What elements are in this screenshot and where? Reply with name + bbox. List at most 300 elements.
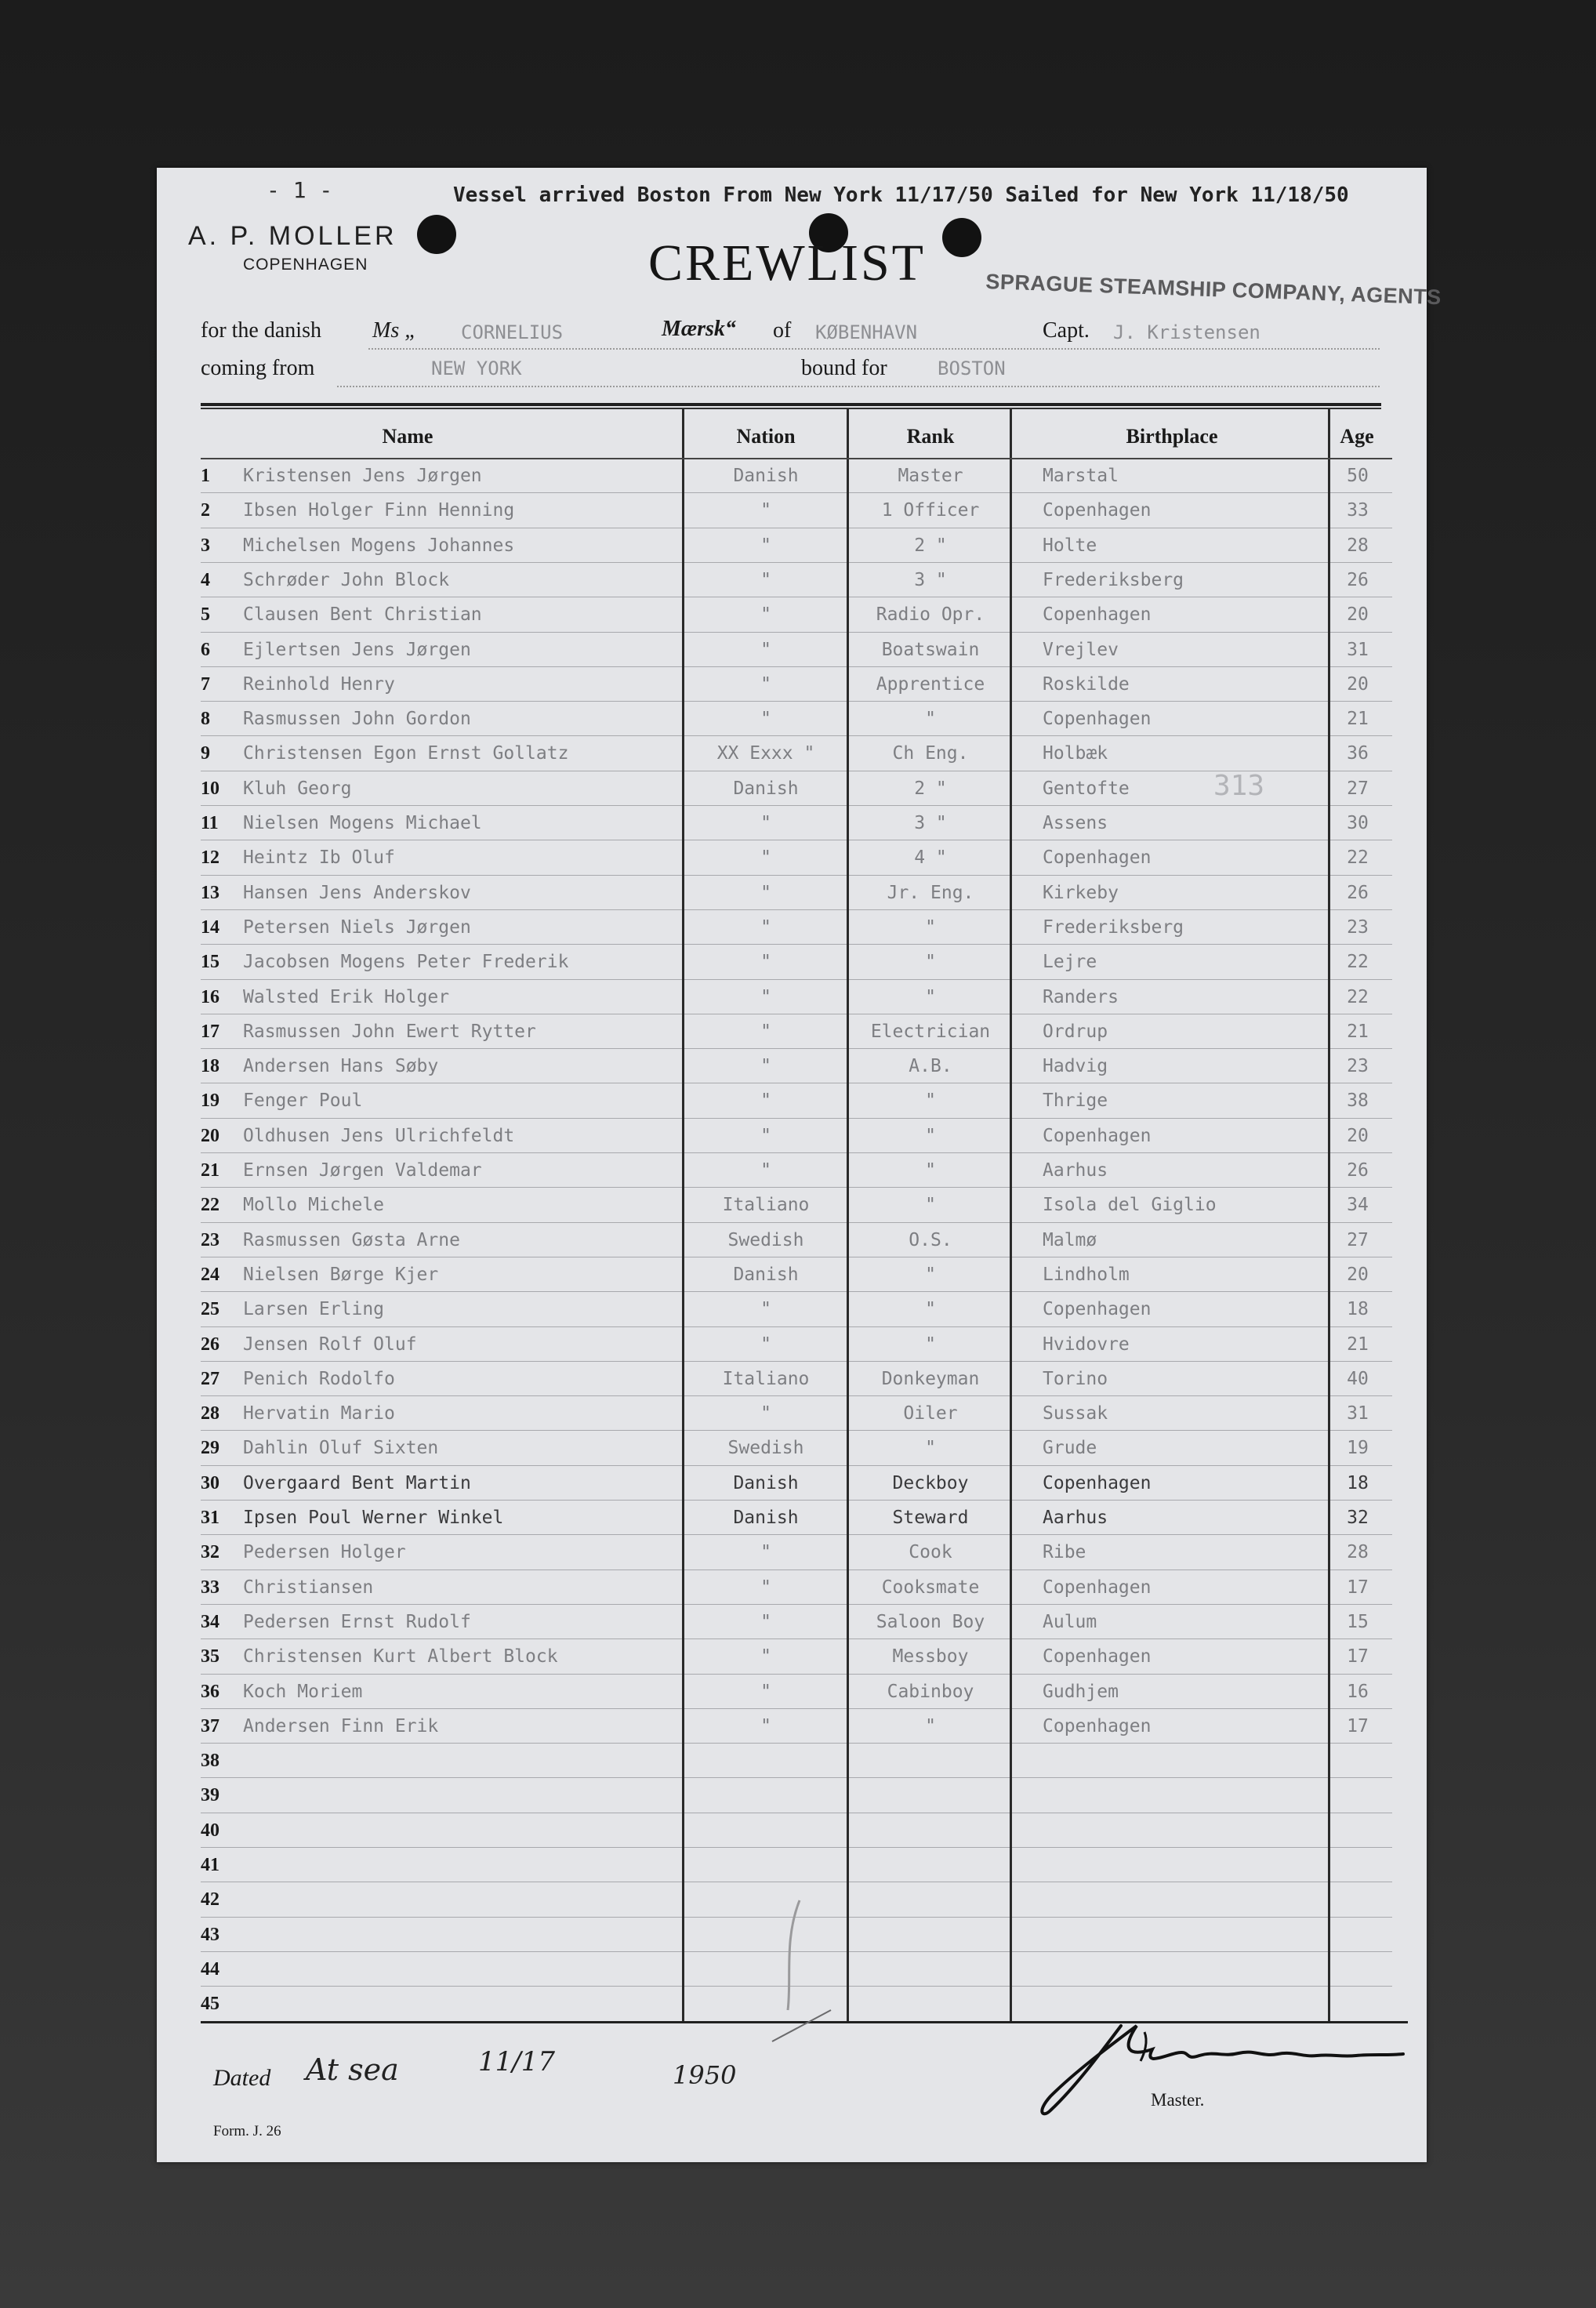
row-number: 45 [201, 1994, 219, 2015]
crew-birthplace: Copenhagen [1043, 500, 1152, 521]
crew-birthplace: Holte [1043, 535, 1097, 556]
crew-nation: Danish [733, 466, 799, 486]
crew-birthplace: Copenhagen [1043, 709, 1152, 730]
crew-birthplace: Copenhagen [1043, 1472, 1152, 1493]
crew-birthplace: Roskilde [1043, 673, 1130, 695]
crew-name: Pedersen Ernst Rudolf [243, 1611, 471, 1632]
dated-year: 1950 [673, 2060, 737, 2090]
crew-age: 32 [1347, 1508, 1369, 1528]
crew-age: 38 [1347, 1090, 1369, 1112]
crew-name: Christensen Kurt Albert Block [243, 1646, 558, 1667]
row-number: 34 [201, 1611, 219, 1632]
fill-line [368, 348, 1380, 350]
crew-age: 18 [1347, 1299, 1369, 1320]
column-header-birthplace: Birthplace [1126, 425, 1218, 448]
row-number: 25 [201, 1299, 219, 1320]
crew-rank: Cook [909, 1542, 952, 1563]
table-row [201, 1743, 1392, 1744]
crew-age: 17 [1347, 1715, 1369, 1736]
row-number: 1 [201, 466, 210, 486]
table-row [201, 701, 1392, 702]
punch-hole [417, 215, 456, 254]
crew-nation: " [760, 500, 771, 521]
table-row [201, 1395, 1392, 1396]
crew-name: Ibsen Holger Finn Henning [243, 500, 515, 521]
punch-hole [942, 218, 981, 257]
row-number: 31 [201, 1508, 219, 1528]
row-number: 24 [201, 1264, 219, 1285]
crew-name: Schrøder John Block [243, 569, 450, 590]
table-row [201, 1222, 1392, 1223]
crew-name: Petersen Niels Jørgen [243, 916, 471, 938]
column-divider [682, 409, 684, 2021]
dated-place: At sea [306, 2052, 399, 2087]
crew-age: 23 [1347, 916, 1369, 938]
crew-nation: " [760, 1681, 771, 1702]
crew-name: Rasmussen Gøsta Arne [243, 1229, 460, 1250]
crew-age: 21 [1347, 1021, 1369, 1042]
crew-rank: Messboy [892, 1646, 969, 1667]
crew-age: 22 [1347, 986, 1369, 1007]
crew-nation: " [760, 1334, 771, 1355]
crew-name: Andersen Finn Erik [243, 1715, 439, 1736]
crew-rank: Boatswain [881, 639, 980, 660]
crew-nation: " [760, 709, 771, 730]
crew-name: Mollo Michele [243, 1195, 385, 1216]
crew-nation: " [760, 1021, 771, 1042]
crew-age: 17 [1347, 1577, 1369, 1598]
crew-birthplace: Aarhus [1043, 1160, 1108, 1181]
crew-age: 20 [1347, 1125, 1369, 1146]
row-number: 43 [201, 1924, 219, 1945]
crew-age: 36 [1347, 743, 1369, 764]
crew-age: 27 [1347, 778, 1369, 799]
table-row [201, 1152, 1392, 1153]
crew-birthplace: Hvidovre [1043, 1334, 1130, 1355]
vessel-name: CORNELIUS [461, 321, 564, 343]
row-number: 41 [201, 1855, 219, 1875]
crew-age: 27 [1347, 1229, 1369, 1250]
crew-nation: " [760, 1125, 771, 1146]
crew-rank: Electrician [870, 1021, 991, 1042]
crew-birthplace: Sussak [1043, 1403, 1108, 1424]
table-row [201, 1500, 1392, 1501]
crew-name: Clausen Bent Christian [243, 604, 482, 626]
crew-nation: " [760, 1611, 771, 1632]
row-number: 3 [201, 535, 210, 556]
crew-rank: Deckboy [892, 1472, 969, 1493]
crew-nation: " [760, 882, 771, 903]
table-row [201, 1048, 1392, 1049]
crew-nation: " [760, 639, 771, 660]
crew-birthplace: Assens [1043, 813, 1108, 833]
table-row [201, 944, 1392, 945]
crew-birthplace: Hadvig [1043, 1056, 1108, 1077]
crew-rank: 3 " [914, 569, 947, 590]
crew-age: 15 [1347, 1611, 1369, 1632]
vessel-suffix: Mærsk“ [662, 317, 736, 341]
table-row [201, 909, 1392, 910]
crew-birthplace: Lejre [1043, 952, 1097, 973]
crew-name: Dahlin Oluf Sixten [243, 1438, 439, 1459]
crew-birthplace: Gudhjem [1043, 1681, 1119, 1702]
crew-name: Koch Moriem [243, 1681, 363, 1702]
crew-birthplace: Frederiksberg [1043, 916, 1184, 938]
crew-name: Pedersen Holger [243, 1542, 406, 1563]
table-row [201, 562, 1392, 563]
crew-name: Rasmussen John Ewert Rytter [243, 1021, 536, 1042]
of-label: of [773, 318, 792, 343]
header-underline [201, 458, 1392, 459]
crew-nation: " [760, 1542, 771, 1563]
crew-birthplace: Aarhus [1043, 1508, 1108, 1528]
crew-rank: " [925, 1125, 936, 1146]
crew-nation: " [760, 986, 771, 1007]
page-number-stamp: 313 [1213, 770, 1265, 802]
crew-nation: Italiano [722, 1195, 810, 1216]
row-number: 6 [201, 639, 210, 660]
row-number: 38 [201, 1751, 219, 1772]
crew-age: 33 [1347, 500, 1369, 521]
column-header-age: Age [1340, 425, 1374, 448]
crew-nation: " [760, 952, 771, 973]
crew-rank: " [925, 1715, 936, 1736]
crew-name: Reinhold Henry [243, 673, 395, 695]
captain-label: Capt. [1043, 318, 1090, 343]
form-number: Form. J. 26 [213, 2123, 281, 2139]
row-number: 9 [201, 743, 210, 764]
table-row [201, 1777, 1392, 1778]
crew-birthplace: Copenhagen [1043, 1299, 1152, 1320]
row-number: 21 [201, 1160, 219, 1181]
crew-age: 31 [1347, 639, 1369, 660]
for-label: for the danish [201, 318, 321, 343]
crewlist-document [157, 168, 1442, 2162]
crew-birthplace: Copenhagen [1043, 1646, 1152, 1667]
crew-birthplace: Isola del Giglio [1043, 1195, 1217, 1216]
crew-age: 26 [1347, 882, 1369, 903]
column-divider [1010, 409, 1012, 2021]
crew-birthplace: Grude [1043, 1438, 1097, 1459]
crew-birthplace: Holbæk [1043, 743, 1108, 764]
crew-birthplace: Copenhagen [1043, 847, 1152, 869]
table-row [201, 735, 1392, 736]
crew-rank: " [925, 1160, 936, 1181]
crew-rank: " [925, 916, 936, 938]
crew-rank: Cabinboy [887, 1681, 974, 1702]
row-number: 4 [201, 569, 210, 590]
crew-rank: Radio Opr. [876, 604, 985, 626]
crew-rank: " [925, 1195, 936, 1216]
table-row [201, 1534, 1392, 1535]
table-top-rule-thin [201, 408, 1381, 409]
row-number: 15 [201, 952, 219, 973]
crew-rank: Steward [892, 1508, 969, 1528]
coming-from-port: NEW YORK [431, 357, 522, 379]
table-row [201, 1118, 1392, 1119]
crew-rank: 1 Officer [881, 500, 980, 521]
crew-birthplace: Malmø [1043, 1229, 1097, 1250]
table-row [201, 1187, 1392, 1188]
coming-from-label: coming from [201, 356, 315, 380]
fill-line [337, 386, 1380, 387]
row-number: 35 [201, 1646, 219, 1667]
table-row [201, 1638, 1392, 1639]
crew-nation: " [760, 1299, 771, 1320]
crew-rank: Ch Eng. [892, 743, 969, 764]
crew-nation: " [760, 673, 771, 695]
crew-nation: " [760, 916, 771, 938]
crew-rank: Apprentice [876, 673, 985, 695]
table-row [201, 1465, 1392, 1466]
crew-nation: " [760, 604, 771, 626]
crew-nation: " [760, 535, 771, 556]
crew-name: Ejlertsen Jens Jørgen [243, 639, 471, 660]
bound-for-label: bound for [801, 356, 887, 380]
crew-age: 18 [1347, 1472, 1369, 1493]
crew-nation: Danish [733, 1472, 799, 1493]
row-number: 11 [201, 813, 219, 833]
row-number: 12 [201, 847, 219, 869]
row-number: 13 [201, 882, 219, 903]
crew-name: Andersen Hans Søby [243, 1056, 439, 1077]
crew-birthplace: Thrige [1043, 1090, 1108, 1112]
table-row [201, 1674, 1392, 1675]
row-number: 10 [201, 778, 219, 799]
crew-nation: " [760, 1160, 771, 1181]
crew-nation: Italiano [722, 1368, 810, 1389]
home-port: KØBENHAVN [815, 321, 918, 343]
crew-birthplace: Copenhagen [1043, 1577, 1152, 1598]
crew-birthplace: Aulum [1043, 1611, 1097, 1632]
row-number: 18 [201, 1056, 219, 1077]
crew-age: 16 [1347, 1681, 1369, 1702]
crew-birthplace: Frederiksberg [1043, 569, 1184, 590]
row-number: 5 [201, 604, 210, 626]
row-number: 2 [201, 500, 210, 521]
captain-name: J. Kristensen [1113, 321, 1260, 343]
crew-nation: Danish [733, 778, 799, 799]
crew-age: 26 [1347, 569, 1369, 590]
crew-name: Jensen Rolf Oluf [243, 1334, 417, 1355]
row-number: 20 [201, 1125, 219, 1146]
crew-rank: O.S. [909, 1229, 952, 1250]
table-row [201, 1326, 1392, 1327]
row-number: 32 [201, 1542, 219, 1563]
crew-name: Fenger Poul [243, 1090, 363, 1112]
document-title: CREWLIST [648, 234, 926, 292]
crew-nation: " [760, 1090, 771, 1112]
arrival-line: Vessel arrived Boston From New York 11/17/50 Sailed for New York 11/18/50 [453, 183, 1349, 207]
column-header-rank: Rank [906, 425, 955, 448]
crew-name: Christensen Egon Ernst Gollatz [243, 743, 569, 764]
crew-rank: Donkeyman [881, 1368, 980, 1389]
table-row [201, 1361, 1392, 1362]
crew-name: Heintz Ib Oluf [243, 847, 395, 869]
crew-age: 22 [1347, 952, 1369, 973]
crew-nation: Danish [733, 1264, 799, 1285]
dated-day: 11/17 [478, 2046, 555, 2078]
crew-age: 19 [1347, 1438, 1369, 1459]
crew-name: Christiansen [243, 1577, 374, 1598]
crew-age: 26 [1347, 1160, 1369, 1181]
row-number: 30 [201, 1472, 219, 1493]
crew-rank: Cooksmate [881, 1577, 980, 1598]
crew-rank: 4 " [914, 847, 947, 869]
crew-nation: Swedish [727, 1229, 804, 1250]
header-mark: - 1 - [267, 177, 333, 203]
crew-name: Jacobsen Mogens Peter Frederik [243, 952, 569, 973]
row-number: 33 [201, 1577, 219, 1598]
vessel-prefix: Ms „ [372, 318, 417, 343]
row-number: 8 [201, 709, 210, 730]
crew-nation: " [760, 1577, 771, 1598]
row-number: 29 [201, 1438, 219, 1459]
crew-nation: " [760, 1403, 771, 1424]
row-number: 42 [201, 1889, 219, 1911]
crew-rank: 2 " [914, 535, 947, 556]
table-row [201, 1708, 1392, 1709]
crew-rank: Jr. Eng. [887, 882, 974, 903]
crew-age: 28 [1347, 1542, 1369, 1563]
crew-birthplace: Kirkeby [1043, 882, 1119, 903]
crew-age: 30 [1347, 813, 1369, 833]
crew-birthplace: Copenhagen [1043, 1125, 1152, 1146]
crew-birthplace: Ordrup [1043, 1021, 1108, 1042]
crew-rank: " [925, 1264, 936, 1285]
crew-name: Nielsen Mogens Michael [243, 813, 482, 833]
crew-rank: " [925, 1090, 936, 1112]
crew-age: 28 [1347, 535, 1369, 556]
crew-rank: " [925, 1334, 936, 1355]
crew-birthplace: Ribe [1043, 1542, 1086, 1563]
row-number: 36 [201, 1681, 219, 1702]
row-number: 17 [201, 1021, 219, 1042]
row-number: 40 [201, 1820, 219, 1841]
crew-age: 23 [1347, 1056, 1369, 1077]
crew-birthplace: Vrejlev [1043, 639, 1119, 660]
crew-nation: " [760, 569, 771, 590]
crew-birthplace: Lindholm [1043, 1264, 1130, 1285]
column-divider [847, 409, 849, 2021]
table-row [201, 805, 1392, 806]
crew-birthplace: Marstal [1043, 466, 1119, 486]
row-number: 14 [201, 916, 219, 938]
row-number: 44 [201, 1958, 219, 1980]
crew-nation: Swedish [727, 1438, 804, 1459]
row-number: 39 [201, 1785, 219, 1806]
table-row [201, 1604, 1392, 1605]
table-row [201, 492, 1392, 493]
row-number: 22 [201, 1195, 219, 1216]
crew-rank: Saloon Boy [876, 1611, 985, 1632]
crew-name: Michelsen Mogens Johannes [243, 535, 515, 556]
crew-age: 20 [1347, 604, 1369, 626]
crew-name: Penich Rodolfo [243, 1368, 395, 1389]
master-label: Master. [1151, 2090, 1205, 2110]
crew-rank: " [925, 709, 936, 730]
crew-age: 20 [1347, 1264, 1369, 1285]
crew-birthplace: Gentofte [1043, 778, 1130, 799]
crew-rank: Master [898, 466, 963, 486]
table-row [201, 1847, 1392, 1848]
bound-for-port: BOSTON [938, 357, 1006, 379]
company-city: COPENHAGEN [243, 256, 368, 274]
row-number: 37 [201, 1715, 219, 1736]
crew-name: Nielsen Børge Kjer [243, 1264, 439, 1285]
crew-nation: " [760, 813, 771, 833]
crew-rank: 3 " [914, 813, 947, 833]
dated-label: Dated [213, 2065, 271, 2091]
crew-nation: " [760, 1646, 771, 1667]
agent-stamp: SPRAGUE STEAMSHIP COMPANY, AGENTS [985, 270, 1442, 310]
crew-birthplace: Copenhagen [1043, 1715, 1152, 1736]
table-row [201, 875, 1392, 876]
table-row [201, 1430, 1392, 1431]
crew-name: Rasmussen John Gordon [243, 709, 471, 730]
crew-name: Ernsen Jørgen Valdemar [243, 1160, 482, 1181]
crew-age: 31 [1347, 1403, 1369, 1424]
table-row [201, 979, 1392, 980]
crew-age: 21 [1347, 1334, 1369, 1355]
crew-name: Larsen Erling [243, 1299, 385, 1320]
crew-name: Hervatin Mario [243, 1403, 395, 1424]
row-number: 16 [201, 986, 219, 1007]
row-number: 7 [201, 673, 210, 695]
table-top-rule [201, 403, 1381, 406]
crew-rank: A.B. [909, 1056, 952, 1077]
crew-age: 50 [1347, 466, 1369, 486]
row-number: 26 [201, 1334, 219, 1355]
crew-rank: 2 " [914, 778, 947, 799]
row-number: 28 [201, 1403, 219, 1424]
table-row [201, 632, 1392, 633]
crew-nation: " [760, 847, 771, 869]
row-number: 23 [201, 1229, 219, 1250]
crew-name: Ipsen Poul Werner Winkel [243, 1508, 504, 1528]
crew-age: 22 [1347, 847, 1369, 869]
table-row [201, 1291, 1392, 1292]
crew-age: 34 [1347, 1195, 1369, 1216]
crew-age: 21 [1347, 709, 1369, 730]
column-header-nation: Nation [736, 425, 796, 448]
row-number: 27 [201, 1368, 219, 1389]
crew-rank: " [925, 1299, 936, 1320]
crew-nation: Danish [733, 1508, 799, 1528]
crew-birthplace: Torino [1043, 1368, 1108, 1389]
crew-age: 20 [1347, 673, 1369, 695]
crew-name: Kristensen Jens Jørgen [243, 466, 482, 486]
column-header-name: Name [382, 425, 433, 448]
crew-nation: XX Exxx " [716, 743, 815, 764]
crew-name: Hansen Jens Anderskov [243, 882, 471, 903]
crew-rank: " [925, 952, 936, 973]
crew-rank: " [925, 1438, 936, 1459]
crew-name: Overgaard Bent Martin [243, 1472, 471, 1493]
crew-rank: " [925, 986, 936, 1007]
company-name: A. P. MOLLER [188, 221, 397, 251]
column-divider [1328, 409, 1330, 2021]
crew-name: Oldhusen Jens Ulrichfeldt [243, 1125, 515, 1146]
crew-birthplace: Copenhagen [1043, 604, 1152, 626]
crew-name: Walsted Erik Holger [243, 986, 450, 1007]
crew-age: 17 [1347, 1646, 1369, 1667]
crew-age: 40 [1347, 1368, 1369, 1389]
crew-birthplace: Randers [1043, 986, 1119, 1007]
row-number: 19 [201, 1090, 219, 1112]
crew-name: Kluh Georg [243, 778, 352, 799]
crew-rank: Oiler [903, 1403, 958, 1424]
